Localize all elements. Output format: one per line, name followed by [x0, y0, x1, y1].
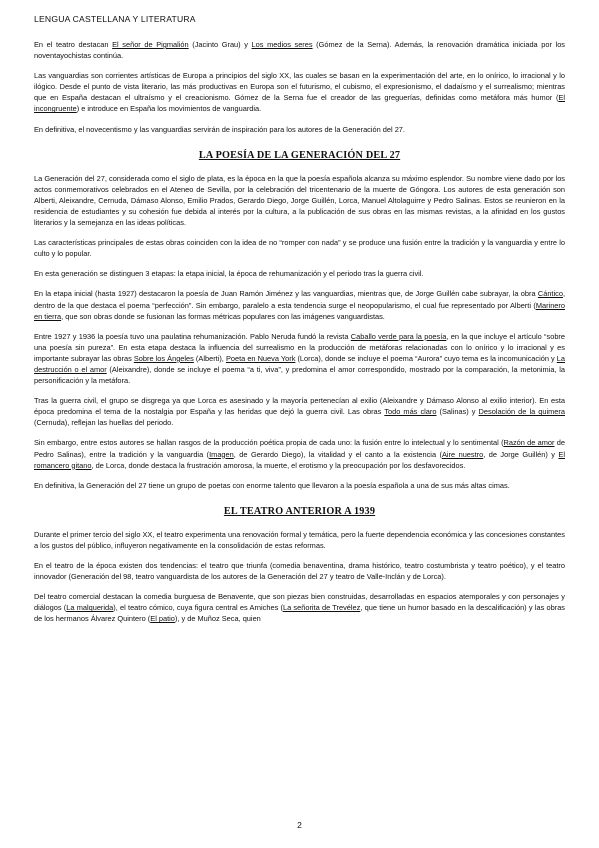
- text-run: (Salinas) y: [436, 407, 479, 417]
- text-run: , en la que incluye el artículo “sobre una poesía sin pureza”. En esta etapa destaca la influencia del surrealismo en la producción de metáforas relacionadas con lo onírico y lo irracional y es importante subrayar las obras: [34, 331, 566, 363]
- work-title: El señor de Pigmalión: [112, 40, 189, 49]
- paragraph: [34, 560, 565, 582]
- text-run: En definitiva, el novecentismo y las vanguardias servirán de inspiración para los autores de la Generación del 27.: [34, 124, 405, 134]
- work-title: Sobre los Ángeles: [133, 353, 194, 363]
- work-title: Desolación de la quimera: [478, 407, 565, 417]
- work-title: El incongruente: [34, 93, 565, 114]
- work-title: Razón de amor: [503, 438, 555, 448]
- work-title: La destrucción o el amor: [34, 353, 566, 374]
- work-title: La señorita de Trevélez: [282, 603, 361, 613]
- text-run: , que son obras donde se fusionan las formas métricas populares con las imágenes vanguardistas.: [61, 311, 385, 321]
- text-run: , de Lorca, donde destaca la frustración amorosa, la muerte, el erotismo y la preocupación por los desfavorecidos.: [91, 460, 466, 470]
- text-run: (Jacinto Grau) y: [188, 40, 252, 49]
- text-run: (Lorca), donde se incluye el poema “Aurora” cuyo tema es la incomunicación y: [295, 353, 557, 363]
- work-title: Los medios seres: [251, 40, 313, 49]
- work-title: Marinero en tierra: [34, 300, 565, 321]
- paragraph: [34, 237, 565, 259]
- work-title: Poeta en Nueva York: [225, 353, 296, 363]
- paragraph: [34, 480, 565, 491]
- section-title-teatro: EL TEATRO ANTERIOR A 1939: [223, 505, 376, 517]
- text-run: ), y de Muñoz Seca, quien: [174, 614, 261, 624]
- text-run: de Pedro Salinas), entre la tradición y la vanguardia (: [34, 438, 566, 459]
- work-title: Caballo verde para la poesía: [350, 331, 447, 341]
- text-run: (Aleixandre), donde se incluye el poema “a ti, viva”, y predomina el amor correspondido, mostrado por la comparación, la metonimia, la personificación y la metáfora.: [34, 364, 565, 386]
- text-run: Las características principales de estas obras coinciden con la idea de no “romper con nada” y se produce una fusión entre la tradición y la vanguardia y entre lo culto y lo popular.: [34, 238, 565, 259]
- paragraph: [34, 331, 565, 386]
- paragraph: [34, 124, 565, 135]
- running-header: LENGUA CASTELLANA Y LITERATURA: [34, 14, 196, 24]
- paragraph: [34, 529, 565, 551]
- work-title: El patio: [150, 614, 175, 624]
- text-run: (Gómez de la Serna). Además, la renovación dramática iniciada por los noventayochistas continúa.: [34, 40, 566, 61]
- work-title: El romancero gitano: [34, 449, 565, 470]
- work-title: Aire nuestro: [441, 449, 484, 459]
- text-run: En el teatro destacan: [34, 40, 113, 49]
- text-run: Tras la guerra civil, el grupo se disgrega ya que Lorca es asesinado y la mayoría pertenecían al exilio (Aleixandre y Dámaso Alonso al exilio interior). En esta época predomina el tema de la nostalgia por España y las heridas que dejó la guerra civil. Las obras: [34, 396, 565, 417]
- section-poesia-body: [34, 173, 565, 491]
- text-run: Sin embargo, entre estos autores se hallan rasgos de la producción poética propia de cada uno: la fusión entre lo intelectual y lo sentimental (: [34, 438, 504, 448]
- intro-block: [34, 39, 565, 135]
- paragraph: [34, 395, 565, 428]
- work-title: La malquerida: [66, 603, 114, 613]
- text-run: , que tiene un humor basado en la descalificación) y las obras de los hermanos Álvarez Quintero (: [34, 603, 565, 624]
- work-title: Cántico: [537, 289, 563, 299]
- text-run: Del teatro comercial destacan la comedia burguesa de Benavente, que son piezas bien construidas, desarrolladas en espacios atemporales y con personajes y diálogos (: [34, 592, 565, 613]
- text-run: ), el teatro cómico, cuya figura central es Arniches (: [113, 603, 283, 613]
- section-teatro-body: [34, 529, 565, 625]
- text-run: La Generación del 27, considerada como el siglo de plata, es la época en la que la poesía española alcanza su máximo esplendor. Su nombre viene dado por los actos conmemorativos celebrados en el Ateneo de Sevilla, por la celebración del tricentenario de la muerte de Góngora. Los autores de esta generación son Alberti, Aleixandre, Cernuda, Dámaso Alonso, Emilio Prados, Gerardo Diego, Jorge Guillén, Lorca, Manuel Altolaguirre y Pedro Salinas. Estos se reunieron en la residencia de estudiantes y su cohesión fue debida al interés por la cultura, a la publicación de sus obras en las mismas revistas, a la afinidad en los gustos literarios y la semejanza en las ideas políticas.: [34, 173, 565, 228]
- work-title: Todo más claro: [384, 407, 437, 417]
- paragraph: [34, 591, 565, 624]
- page-number: 2: [297, 820, 302, 830]
- paragraph: [34, 39, 565, 61]
- work-title: Imagen: [209, 449, 234, 459]
- text-run: Entre 1927 y 1936 la poesía tuvo una paulatina rehumanización. Pablo Neruda fundó la revista: [34, 331, 351, 341]
- text-run: , de Gerardo Diego), la vitalidad y el canto a la existencia (: [233, 449, 442, 459]
- text-run: ) e introduce en España los movimientos de vanguardia.: [76, 104, 262, 114]
- paragraph: [34, 70, 565, 114]
- paragraph: [34, 268, 565, 279]
- paragraph: [34, 437, 565, 470]
- text-run: (Cernuda), reflejan las huellas del periodo.: [34, 418, 174, 428]
- section-title-poesia: LA POESÍA DE LA GENERACIÓN DEL 27: [198, 149, 401, 161]
- paragraph: [34, 173, 565, 228]
- text-run: En el teatro de la época existen dos tendencias: el teatro que triunfa (comedia benaventina, drama histórico, teatro costumbrista y teatro poético), y el teatro innovador (Generación del 98, teatro vanguardista de los autores de la Generación del 27 y teatro de Valle-Inclán y de Lorca).: [34, 561, 565, 582]
- paragraph: [34, 288, 565, 321]
- text-run: En definitiva, la Generación del 27 tiene un grupo de poetas con enorme talento que llevaron a la poesía española a una de sus más altas cimas.: [34, 480, 510, 490]
- text-run: , dentro de la que destaca el poema “perfección”. Sin embargo, paralelo a esta tendencia surge el neopopularismo, el cual fue representado por Alberti (: [34, 289, 565, 310]
- text-run: Durante el primer tercio del siglo XX, el teatro experimenta una renovación formal y temática, pero la fuerte dependencia económica y las concesiones constantes a los gustos del público, influyeron negativamente en la consolidación de estas reformas.: [34, 529, 565, 550]
- text-run: En esta generación se distinguen 3 etapas: la etapa inicial, la época de rehumanización y el periodo tras la guerra civil.: [34, 269, 424, 279]
- text-run: Las vanguardias son corrientes artísticas de Europa a principios del siglo XX, las cuales se basan en la experimentación del arte, en lo onírico, lo irracional y lo ilógico. Desde el punto de vista literario, las más productivas en Europa son el futurismo, el cubismo, el expresionismo, el dadaísmo y el surrealismo; mientras que en España destacan el ultraísmo y el creacionismo. Gómez de la Serna fue el creador de las greguerías, definidas como metáfora más humor (: [34, 71, 565, 103]
- text-run: , de Jorge Guillén) y: [483, 449, 559, 459]
- text-run: En la etapa inicial (hasta 1927) destacaron la poesía de Juan Ramón Jiménez y las vanguardias, mientras que, de Jorge Guillén cabe subrayar, la obra: [34, 289, 538, 299]
- text-run: (Alberti),: [193, 353, 226, 363]
